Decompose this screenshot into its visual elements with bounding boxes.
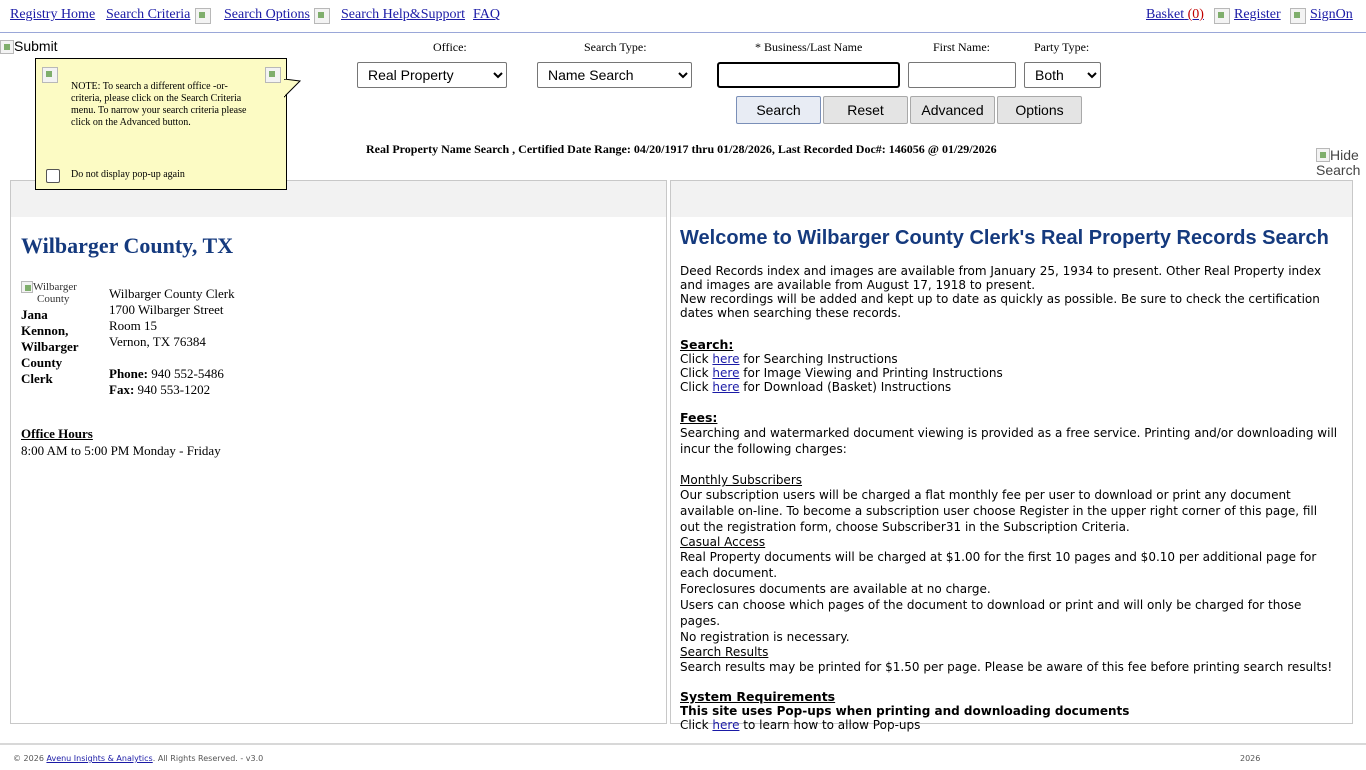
- intro-paragraph-2: New recordings will be added and kept up to date as quickly as possible. Be sure to check the certification dates when searching these records.: [680, 292, 1320, 320]
- casual-access-text-4: No registration is necessary.: [680, 630, 850, 644]
- dropdown-arrow-icon[interactable]: [195, 8, 211, 24]
- click-text: Click: [680, 352, 709, 366]
- register-icon: [1214, 8, 1230, 24]
- click-text: Click: [680, 366, 709, 380]
- popup-corner-icon: [42, 67, 58, 83]
- signon-link[interactable]: SignOn: [1310, 7, 1353, 22]
- popups-line: [680, 718, 1340, 732]
- footer: [0, 743, 1366, 770]
- image-viewing-text: for Image Viewing and Printing Instructions: [743, 366, 1003, 380]
- casual-access-heading: Casual Access: [680, 535, 766, 549]
- search-results-heading: Search Results: [680, 645, 769, 659]
- system-requirements-heading: System Requirements: [680, 689, 836, 704]
- registry-home-link[interactable]: Registry Home: [10, 7, 96, 22]
- monthly-subscribers-heading: Monthly Subscribers: [680, 473, 803, 487]
- help-popup: [35, 58, 287, 190]
- footer-year: 2026: [1240, 754, 1261, 763]
- business-name-label: * Business/Last Name: [755, 40, 863, 54]
- popups-help-link[interactable]: here: [712, 718, 740, 732]
- casual-access-text-2: Foreclosures documents are available at no charge.: [680, 582, 991, 596]
- first-name-input[interactable]: [908, 62, 1016, 88]
- office-hours-text: 8:00 AM to 5:00 PM Monday - Friday: [21, 443, 221, 458]
- submit-image-button[interactable]: [0, 38, 58, 54]
- fax-label: Fax:: [109, 382, 135, 397]
- clerk-address: [109, 286, 235, 398]
- basket-link[interactable]: [1146, 7, 1204, 23]
- party-type-label: Party Type:: [1034, 40, 1090, 54]
- download-line: [680, 380, 1340, 394]
- panel-header: [671, 181, 1352, 217]
- office-select[interactable]: [357, 62, 507, 88]
- intro-paragraph-1: Deed Records index and images are available from January 25, 1934 to present. Other Real Property index and images are available from August 17, 1918 to present.: [680, 264, 1322, 292]
- advanced-button[interactable]: Advanced: [910, 96, 995, 124]
- business-last-name-input[interactable]: [717, 62, 900, 88]
- system-requirements-bold: This site uses Pop-ups when printing and downloading documents: [680, 704, 1130, 718]
- phone-label: Phone:: [109, 366, 148, 381]
- search-type-label: Search Type:: [584, 40, 647, 54]
- submit-alt-text: Submit: [14, 38, 58, 54]
- office-label: Office:: [433, 40, 467, 54]
- options-button[interactable]: Options: [997, 96, 1082, 124]
- photo-alt-1: Wilbarger: [33, 281, 77, 293]
- clerk-photo: [21, 281, 101, 305]
- welcome-panel: [670, 180, 1353, 732]
- fax-value: 940 553-1202: [137, 382, 211, 397]
- search-options-link[interactable]: Search Options: [224, 7, 310, 22]
- image-viewing-link[interactable]: here: [712, 366, 740, 380]
- popups-help-text: to learn how to allow Pop-ups: [743, 718, 921, 732]
- search-instructions-line: [680, 352, 1340, 366]
- welcome-title: Welcome to Wilbarger County Clerk's Real Property Records Search: [680, 227, 1329, 249]
- broken-image-icon: [21, 281, 33, 293]
- search-instructions-text: for Searching Instructions: [743, 352, 898, 366]
- download-instructions-link[interactable]: here: [712, 380, 740, 394]
- address-line-4: Vernon, TX 76384: [109, 334, 206, 349]
- address-line-3: Room 15: [109, 318, 158, 333]
- basket-count: (0): [1187, 7, 1204, 22]
- rights-text: . All Rights Reserved. - v3.0: [152, 754, 264, 763]
- image-viewing-line: [680, 366, 1340, 380]
- address-line-1: Wilbarger County Clerk: [109, 286, 235, 301]
- office-hours-title: Office Hours: [21, 426, 93, 441]
- popup-note-text: NOTE: To search a different office -or- criteria, please click on the Search Criteria menu. To narrow your search criteria please click on the Advanced button.: [71, 81, 247, 128]
- popup-pointer-icon: [284, 79, 302, 99]
- download-instructions-text: for Download (Basket) Instructions: [743, 380, 952, 394]
- search-instructions-link[interactable]: here: [712, 352, 740, 366]
- copyright-year: © 2026: [13, 754, 44, 763]
- search-type-select[interactable]: [537, 62, 692, 88]
- fees-section-heading: Fees:: [680, 410, 718, 425]
- casual-access-text-3: Users can choose which pages of the document to download or print and will only be charged for those pages.: [680, 598, 1302, 628]
- register-link[interactable]: Register: [1234, 7, 1281, 22]
- search-status-text: Real Property Name Search , Certified Date Range: 04/20/1917 thru 01/28/2026, Last Recorded Doc#: 146056 @ 01/29/2026: [366, 142, 997, 156]
- hide-alt-text: Hide: [1330, 147, 1359, 163]
- phone-line: [109, 366, 235, 382]
- address-line-2: 1700 Wilbarger Street: [109, 302, 224, 317]
- search-criteria-link[interactable]: Search Criteria: [106, 7, 191, 22]
- company-link[interactable]: Avenu Insights & Analytics: [46, 754, 153, 763]
- dropdown-arrow-icon[interactable]: [314, 8, 330, 24]
- broken-image-icon: [1316, 148, 1330, 162]
- click-text: Click: [680, 718, 709, 732]
- broken-image-icon: [0, 40, 14, 54]
- basket-label: Basket: [1146, 7, 1185, 22]
- clerk-name: Jana Kennon, Wilbarger County Clerk: [21, 307, 79, 386]
- signon-icon: [1290, 8, 1306, 24]
- casual-access-text-1: Real Property documents will be charged at $1.00 for the first 10 pages and $0.10 per additional page for each document.: [680, 550, 1317, 580]
- popup-close-icon[interactable]: [265, 67, 281, 83]
- hide-search-button[interactable]: [1316, 148, 1360, 178]
- phone-value: 940 552-5486: [151, 366, 224, 381]
- first-name-label: First Name:: [933, 40, 990, 54]
- party-type-select[interactable]: [1024, 62, 1101, 88]
- search-results-text: Search results may be printed for $1.50 per page. Please be aware of this fee before printing search results!: [680, 660, 1333, 674]
- search-alt-text: Search: [1316, 162, 1361, 178]
- reset-button[interactable]: Reset: [823, 96, 908, 124]
- top-nav: [0, 0, 1366, 33]
- copyright: [13, 754, 263, 763]
- dont-show-checkbox[interactable]: [46, 169, 60, 183]
- photo-alt-2: County: [37, 293, 70, 305]
- dont-show-label: Do not display pop-up again: [71, 169, 185, 180]
- fax-line: [109, 382, 235, 398]
- search-button[interactable]: Search: [736, 96, 821, 124]
- fees-text: Searching and watermarked document viewing is provided as a free service. Printing and/or downloading will incur the following charges:: [680, 426, 1338, 456]
- monthly-subscribers-text: Our subscription users will be charged a flat monthly fee per user to download or print any document available on-line. To become a subscription user choose Register in the upper right corner of this page, fill out the registration form, choose Subscriber31 in the Subscription Criteria.: [680, 488, 1318, 534]
- county-title: Wilbarger County, TX: [21, 233, 234, 258]
- welcome-body: [680, 264, 1340, 732]
- search-section-heading: Search:: [680, 337, 734, 352]
- county-info-panel: [10, 180, 667, 724]
- search-help-link[interactable]: Search Help&Support: [341, 7, 466, 22]
- faq-link[interactable]: FAQ: [473, 7, 500, 22]
- click-text: Click: [680, 380, 709, 394]
